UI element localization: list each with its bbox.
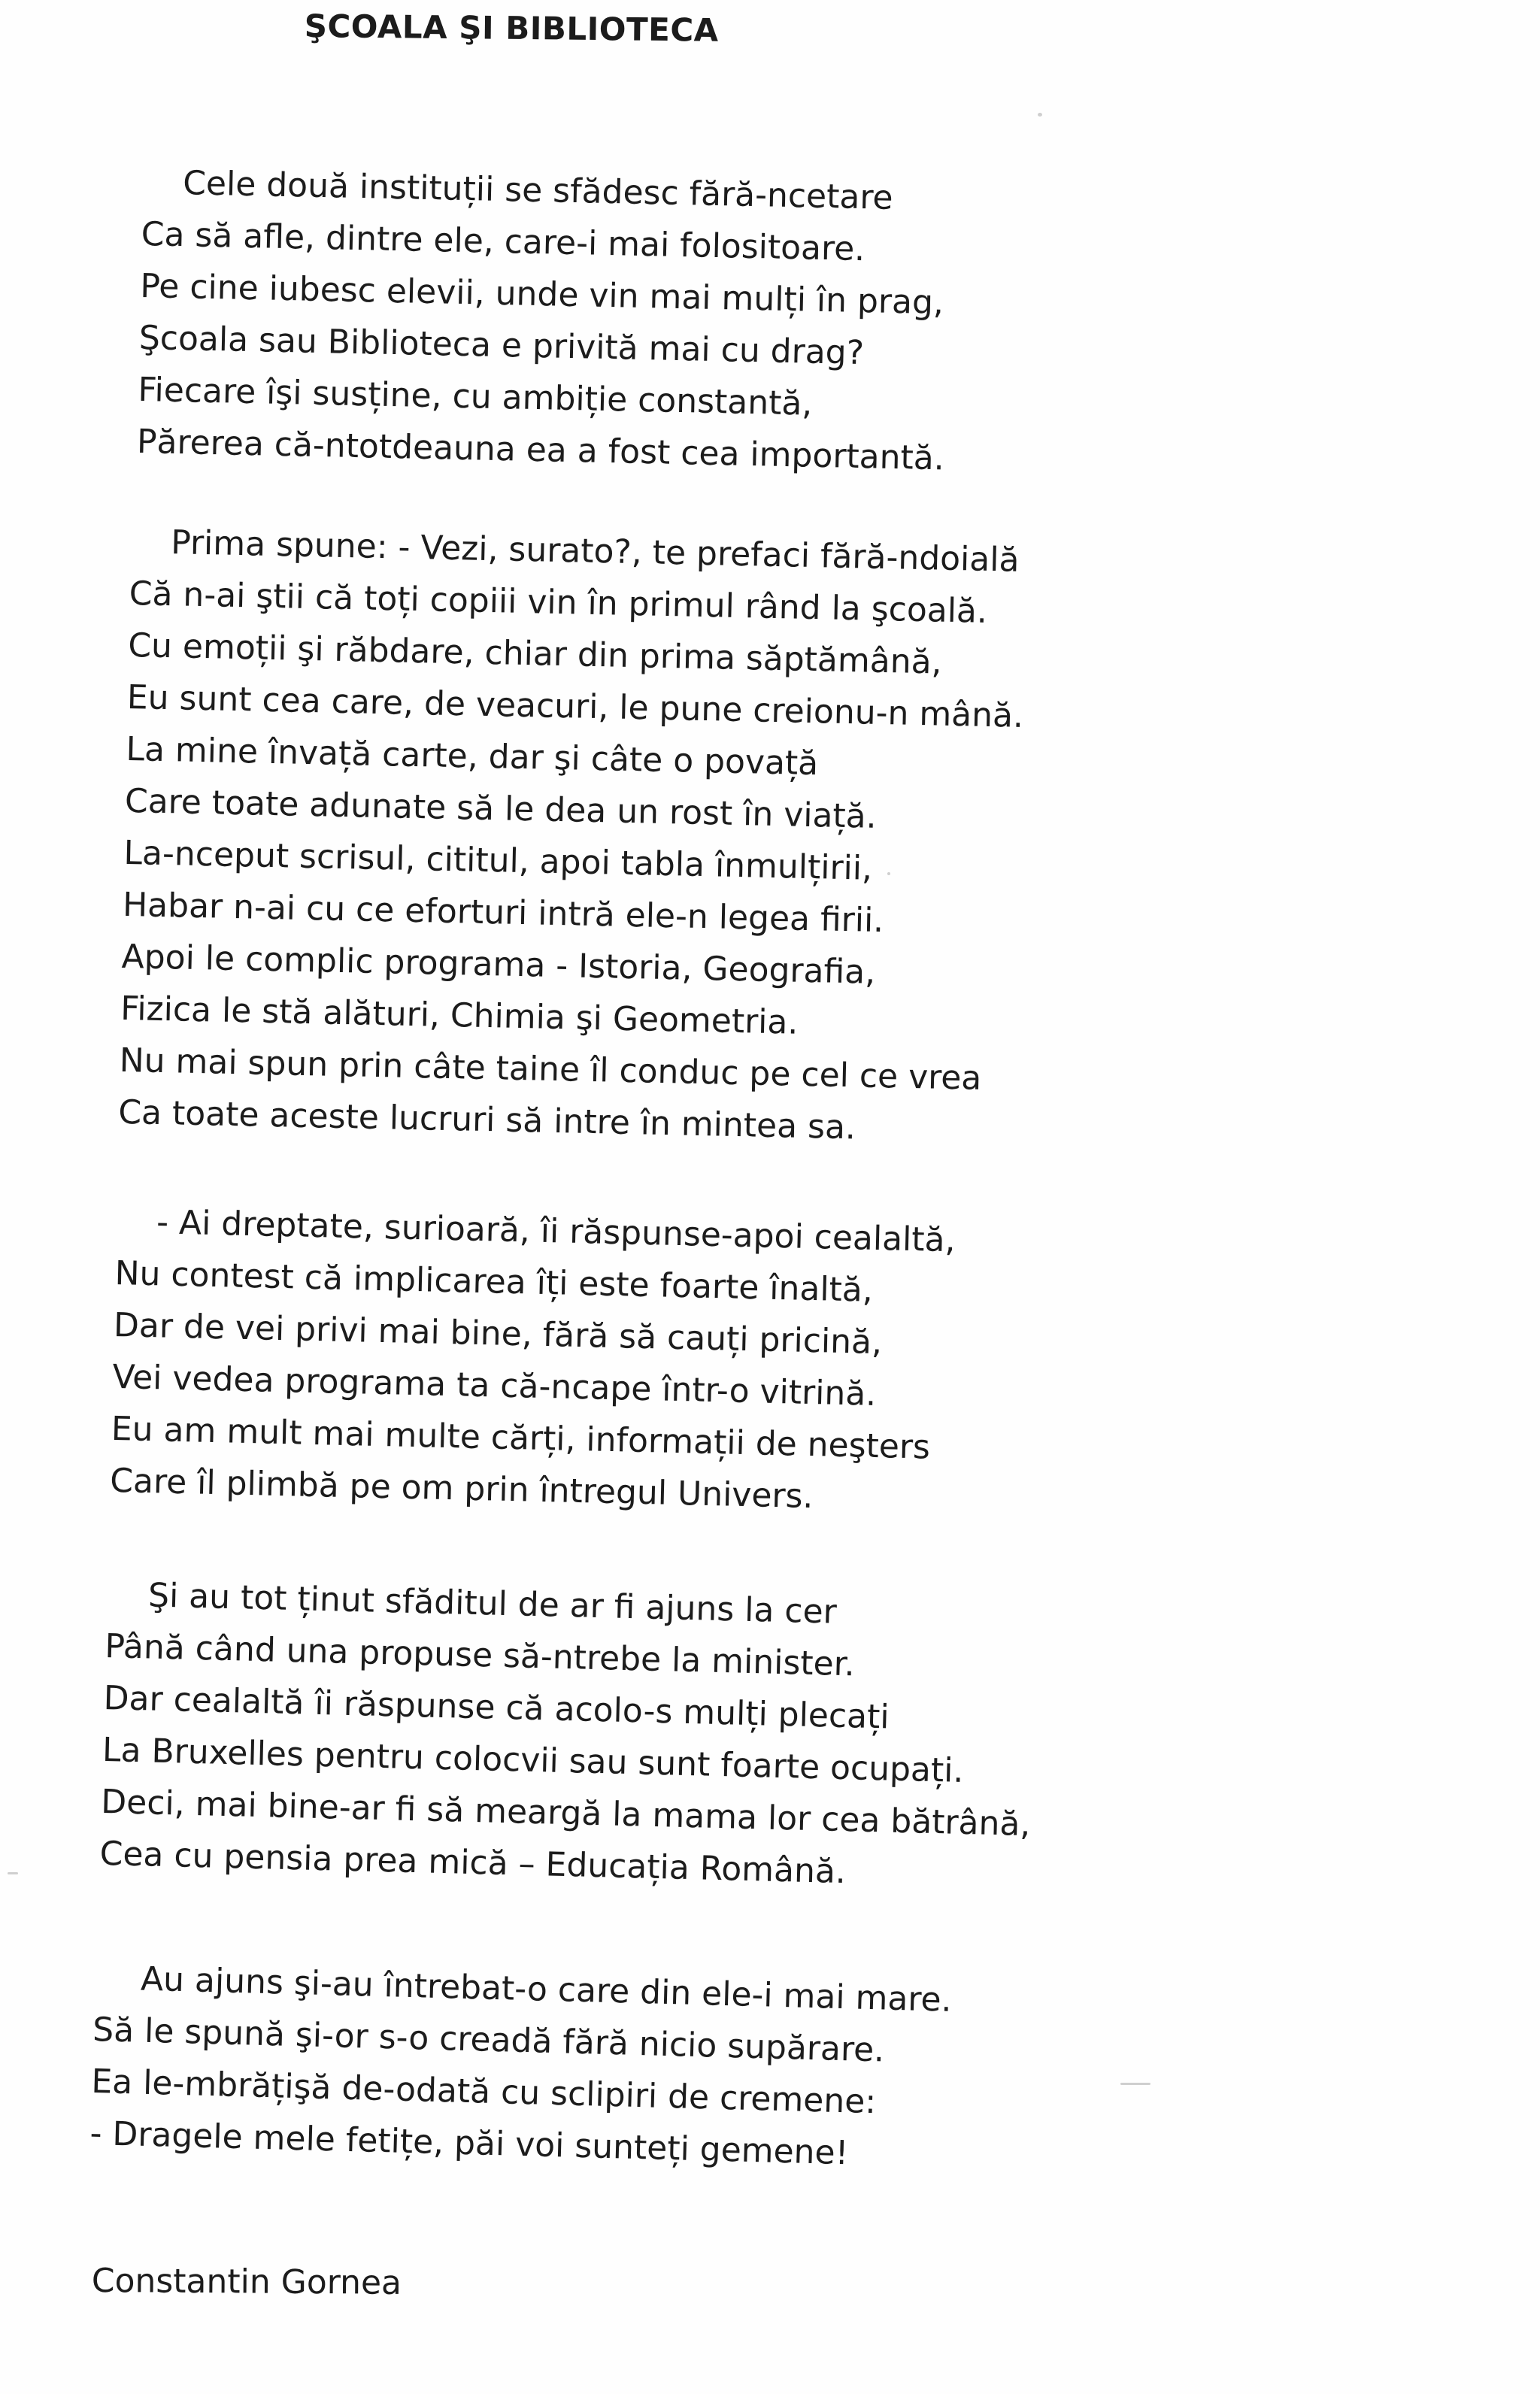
poem-line: - Dragele mele fetițe, păi voi sunteți gemene! (89, 2114, 849, 2173)
poem-line: Nu mai spun prin câte taine îl conduc pe cel ce vrea (119, 1041, 982, 1098)
scan-speck (1038, 113, 1042, 117)
poem-line: Au ajuns şi-au întrebat-o care din ele-i mai mare. (140, 1959, 953, 2020)
poem-line: Cele două instituții se sfădesc fără-ncetare (182, 164, 894, 217)
poem-line: - Ai dreptate, surioară, îi răspunse-apoi cealaltă, (156, 1203, 956, 1260)
poem-line: Părerea că-ntotdeauna ea a fost cea importantă. (136, 422, 945, 478)
poem-line: Ca să afle, dintre ele, care-i mai folositoare. (141, 214, 865, 269)
poem-line: Cu emoții şi răbdare, chiar din prima săptămână, (127, 626, 943, 682)
poem-line: Fiecare îşi susține, cu ambiție constantă, (137, 370, 813, 423)
poem-line: Ca toate aceste lucruri să intre în mintea sa. (117, 1092, 856, 1147)
stanza-5 (89, 1952, 953, 2182)
poem-line: Cea cu pensia prea mică – Educația Română. (99, 1834, 847, 1892)
poem-line: Nu contest că implicarea îți este foarte înaltă, (114, 1253, 874, 1310)
poem-line: Prima spune: - Vezi, surato?, te prefaci fără-ndoială (170, 523, 1020, 580)
poem-line: Ea le-mbrățişă de-odată cu sclipiri de cremene: (90, 2062, 877, 2122)
poem-line: Eu am mult mai multe cărți, informații de neşters (111, 1409, 931, 1467)
poem-line: La-nceput scrisul, cititul, apoi tabla înmulțirii, (123, 833, 873, 888)
stanza-1 (136, 156, 950, 484)
poem-line: Vei vedea programa ta că-ncape într-o vitrină. (111, 1357, 877, 1414)
scan-speck (8, 1872, 18, 1874)
poem-line: Şi au tot ținut sfăditul de ar fi ajuns la cer (147, 1576, 838, 1632)
poem-line: Să le spună şi-or s-o creadă fără nicio supărare. (92, 2010, 885, 2070)
author-signature: Constantin Gornea (91, 2262, 402, 2302)
poem-line: Deci, mai bine-ar fi să meargă la mama lor cea bătrână, (100, 1782, 1032, 1844)
poem-title: ŞCOALA ŞI BIBLIOTECA (304, 8, 719, 49)
poem-line: Şcoala sau Biblioteca e privită mai cu drag? (138, 318, 865, 373)
poem-line: Că n-ai ştii că toți copiii vin în primul rând la şcoală. (129, 574, 988, 631)
poem-line: Habar n-ai cu ce eforturi intră ele-n legea firii. (122, 885, 884, 941)
poem-line: La mine învață carte, dar şi câte o povață (125, 729, 819, 783)
stanza-3 (110, 1195, 956, 1526)
poem-line: Eu sunt cea care, de veacuri, le pune creionu-n mână. (126, 677, 1024, 735)
poem-line: Care toate adunate să le dea un rost în viață. (124, 781, 878, 836)
stanza-2 (118, 516, 1027, 1157)
poem-line: Fizica le stă alături, Chimia şi Geometria. (120, 989, 799, 1042)
poem-line: Dar de vei privi mai bine, fără să cauți pricină, (113, 1305, 883, 1362)
poem-line: Pe cine iubesc elevii, unde vin mai mulți în prag, (139, 266, 944, 323)
stanza-4 (99, 1568, 1036, 1902)
poem-line: La Bruxelles pentru colocvii sau sunt foarte ocupați. (102, 1730, 965, 1790)
poem-line: Dar cealaltă îi răspunse că acolo-s mulți plecați (103, 1678, 890, 1737)
scan-speck (1120, 2083, 1150, 2085)
poem-line: Care îl plimbă pe om prin întregul Univers. (109, 1461, 814, 1517)
scan-speck (887, 872, 890, 875)
poem-line: Până când una propuse să-ntrebe la minister. (104, 1626, 856, 1684)
poem-line: Apoi le complic programa - Istoria, Geografia, (121, 937, 876, 992)
